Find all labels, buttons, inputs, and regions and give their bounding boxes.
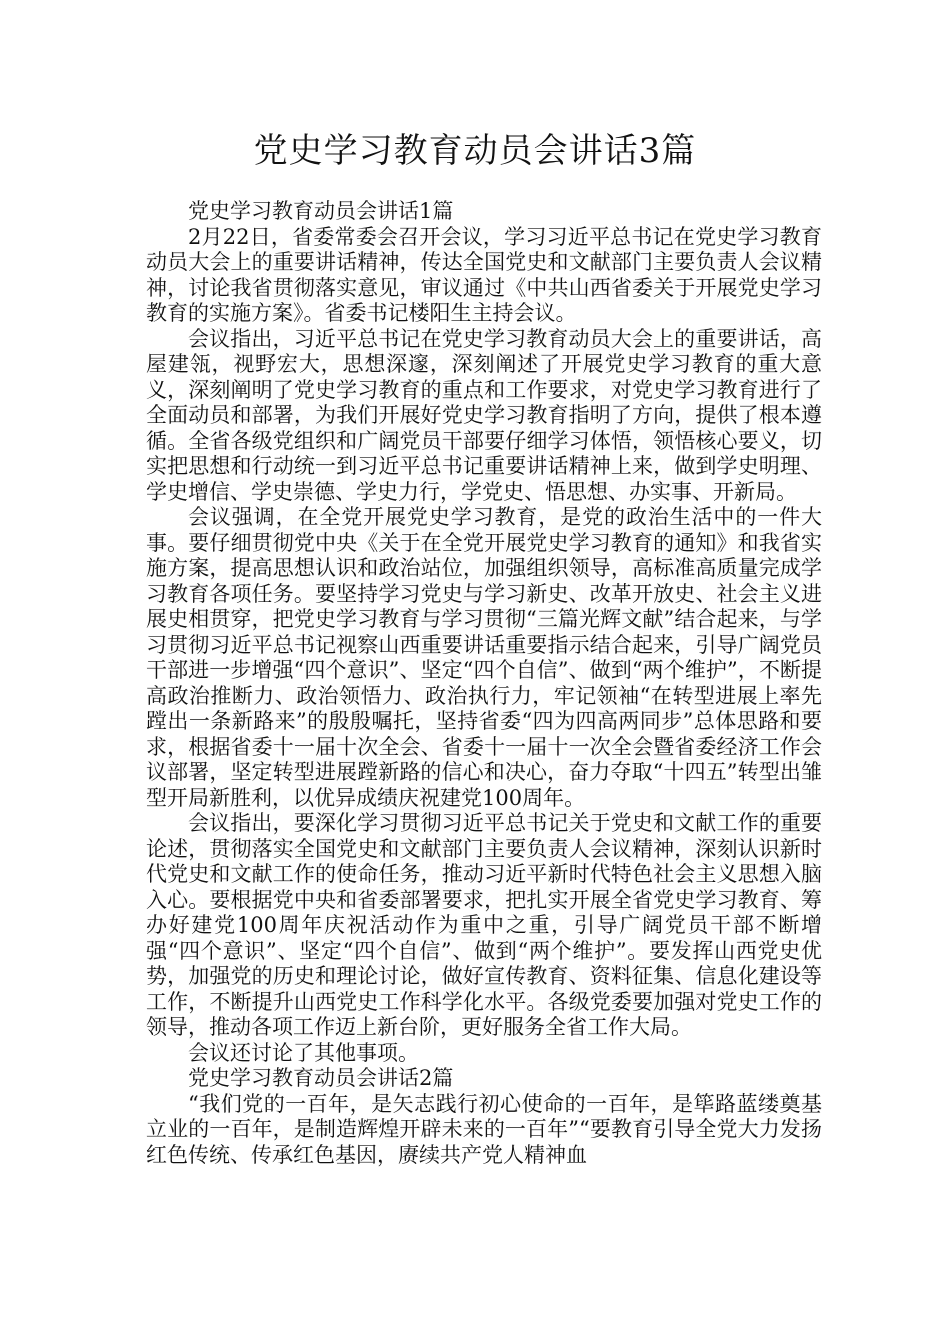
section-heading-1: 党史学习教育动员会讲话1篇 (188, 199, 454, 223)
section-heading-2: 党史学习教育动员会讲话2篇 (188, 1066, 454, 1090)
paragraph: 会议还讨论了其他事项。 (188, 1040, 419, 1065)
paragraph: 2月22日，省委常委会召开会议，学习习近平总书记在党史学习教育动员大会上的重要讲话精神，传达全国党史和文献部门主要负责人会议精神，讨论我省贯彻落实意见，审议通过《中共山西省委关于开展党史学习教育的实施方案》。省委书记楼阳生主持会议。 (146, 224, 822, 325)
paragraph: “我们党的一百年，是矢志践行初心使命的一百年，是筚路蓝缕奠基立业的一百年，是制造辉煌开辟未来的一百年”“要教育引导全党大力发扬红色传统、传承红色基因，赓续共产党人精神血 (146, 1091, 822, 1167)
paragraph: 会议指出，要深化学习贯彻习近平总书记关于党史和文献工作的重要论述，贯彻落实全国党史和文献部门主要负责人会议精神，深刻认识新时代党史和文献工作的使命任务，推动习近平新时代特色社会主义思想入脑入心。要根据党中央和省委部署要求，把扎实开展全省党史学习教育、筹办好建党100周年庆祝活动作为重中之重，引导广阔党员干部不断增强“四个意识”、坚定“四个自信”、做到“两个维护”。要发挥山西党史优势，加强党的历史和理论讨论，做好宣传教育、资料征集、信息化建设等工作，不断提升山西党史工作科学化水平。各级党委要加强对党史工作的领导，推动各项工作迈上新台阶，更好服务全省工作大局。 (146, 811, 822, 1039)
document-body (146, 199, 822, 1168)
paragraph: 会议指出，习近平总书记在党史学习教育动员大会上的重要讲话，高屋建瓴，视野宏大，思想深邃，深刻阐述了开展党史学习教育的重大意义，深刻阐明了党史学习教育的重点和工作要求，对党史学习教育进行了全面动员和部署，为我们开展好党史学习教育指明了方向，提供了根本遵循。全省各级党组织和广阔党员干部要仔细学习体悟，领悟核心要义，切实把思想和行动统一到习近平总书记重要讲话精神上来，做到学史明理、学史增信、学史崇德、学史力行，学党史、悟思想、办实事、开新局。 (146, 326, 822, 504)
paragraph: 会议强调，在全党开展党史学习教育，是党的政治生活中的一件大事。要仔细贯彻党中央《关于在全党开展党史学习教育的通知》和我省实施方案，提高思想认识和政治站位，加强组织领导，高标准高质量完成学习教育各项任务。要坚持学习党史与学习新史、改革开放史、社会主义进展史相贯穿，把党史学习教育与学习贯彻“三篇光辉文献”结合起来，与学习贯彻习近平总书记视察山西重要讲话重要指示结合起来，引导广阔党员干部进一步增强“四个意识”、坚定“四个自信”、做到“两个维护”，不断提高政治推断力、政治领悟力、政治执行力，牢记领袖“在转型进展上率先蹚出一条新路来”的殷殷嘱托，坚持省委“四为四高两同步”总体思路和要求，根据省委十一届十次全会、省委十一届十一次全会暨省委经济工作会议部署，坚定转型进展蹚新路的信心和决心，奋力夺取“十四五”转型出雏型开局新胜利，以优异成绩庆祝建党100周年。 (146, 505, 822, 810)
document-title: 党史学习教育动员会讲话3篇 (253, 131, 697, 171)
